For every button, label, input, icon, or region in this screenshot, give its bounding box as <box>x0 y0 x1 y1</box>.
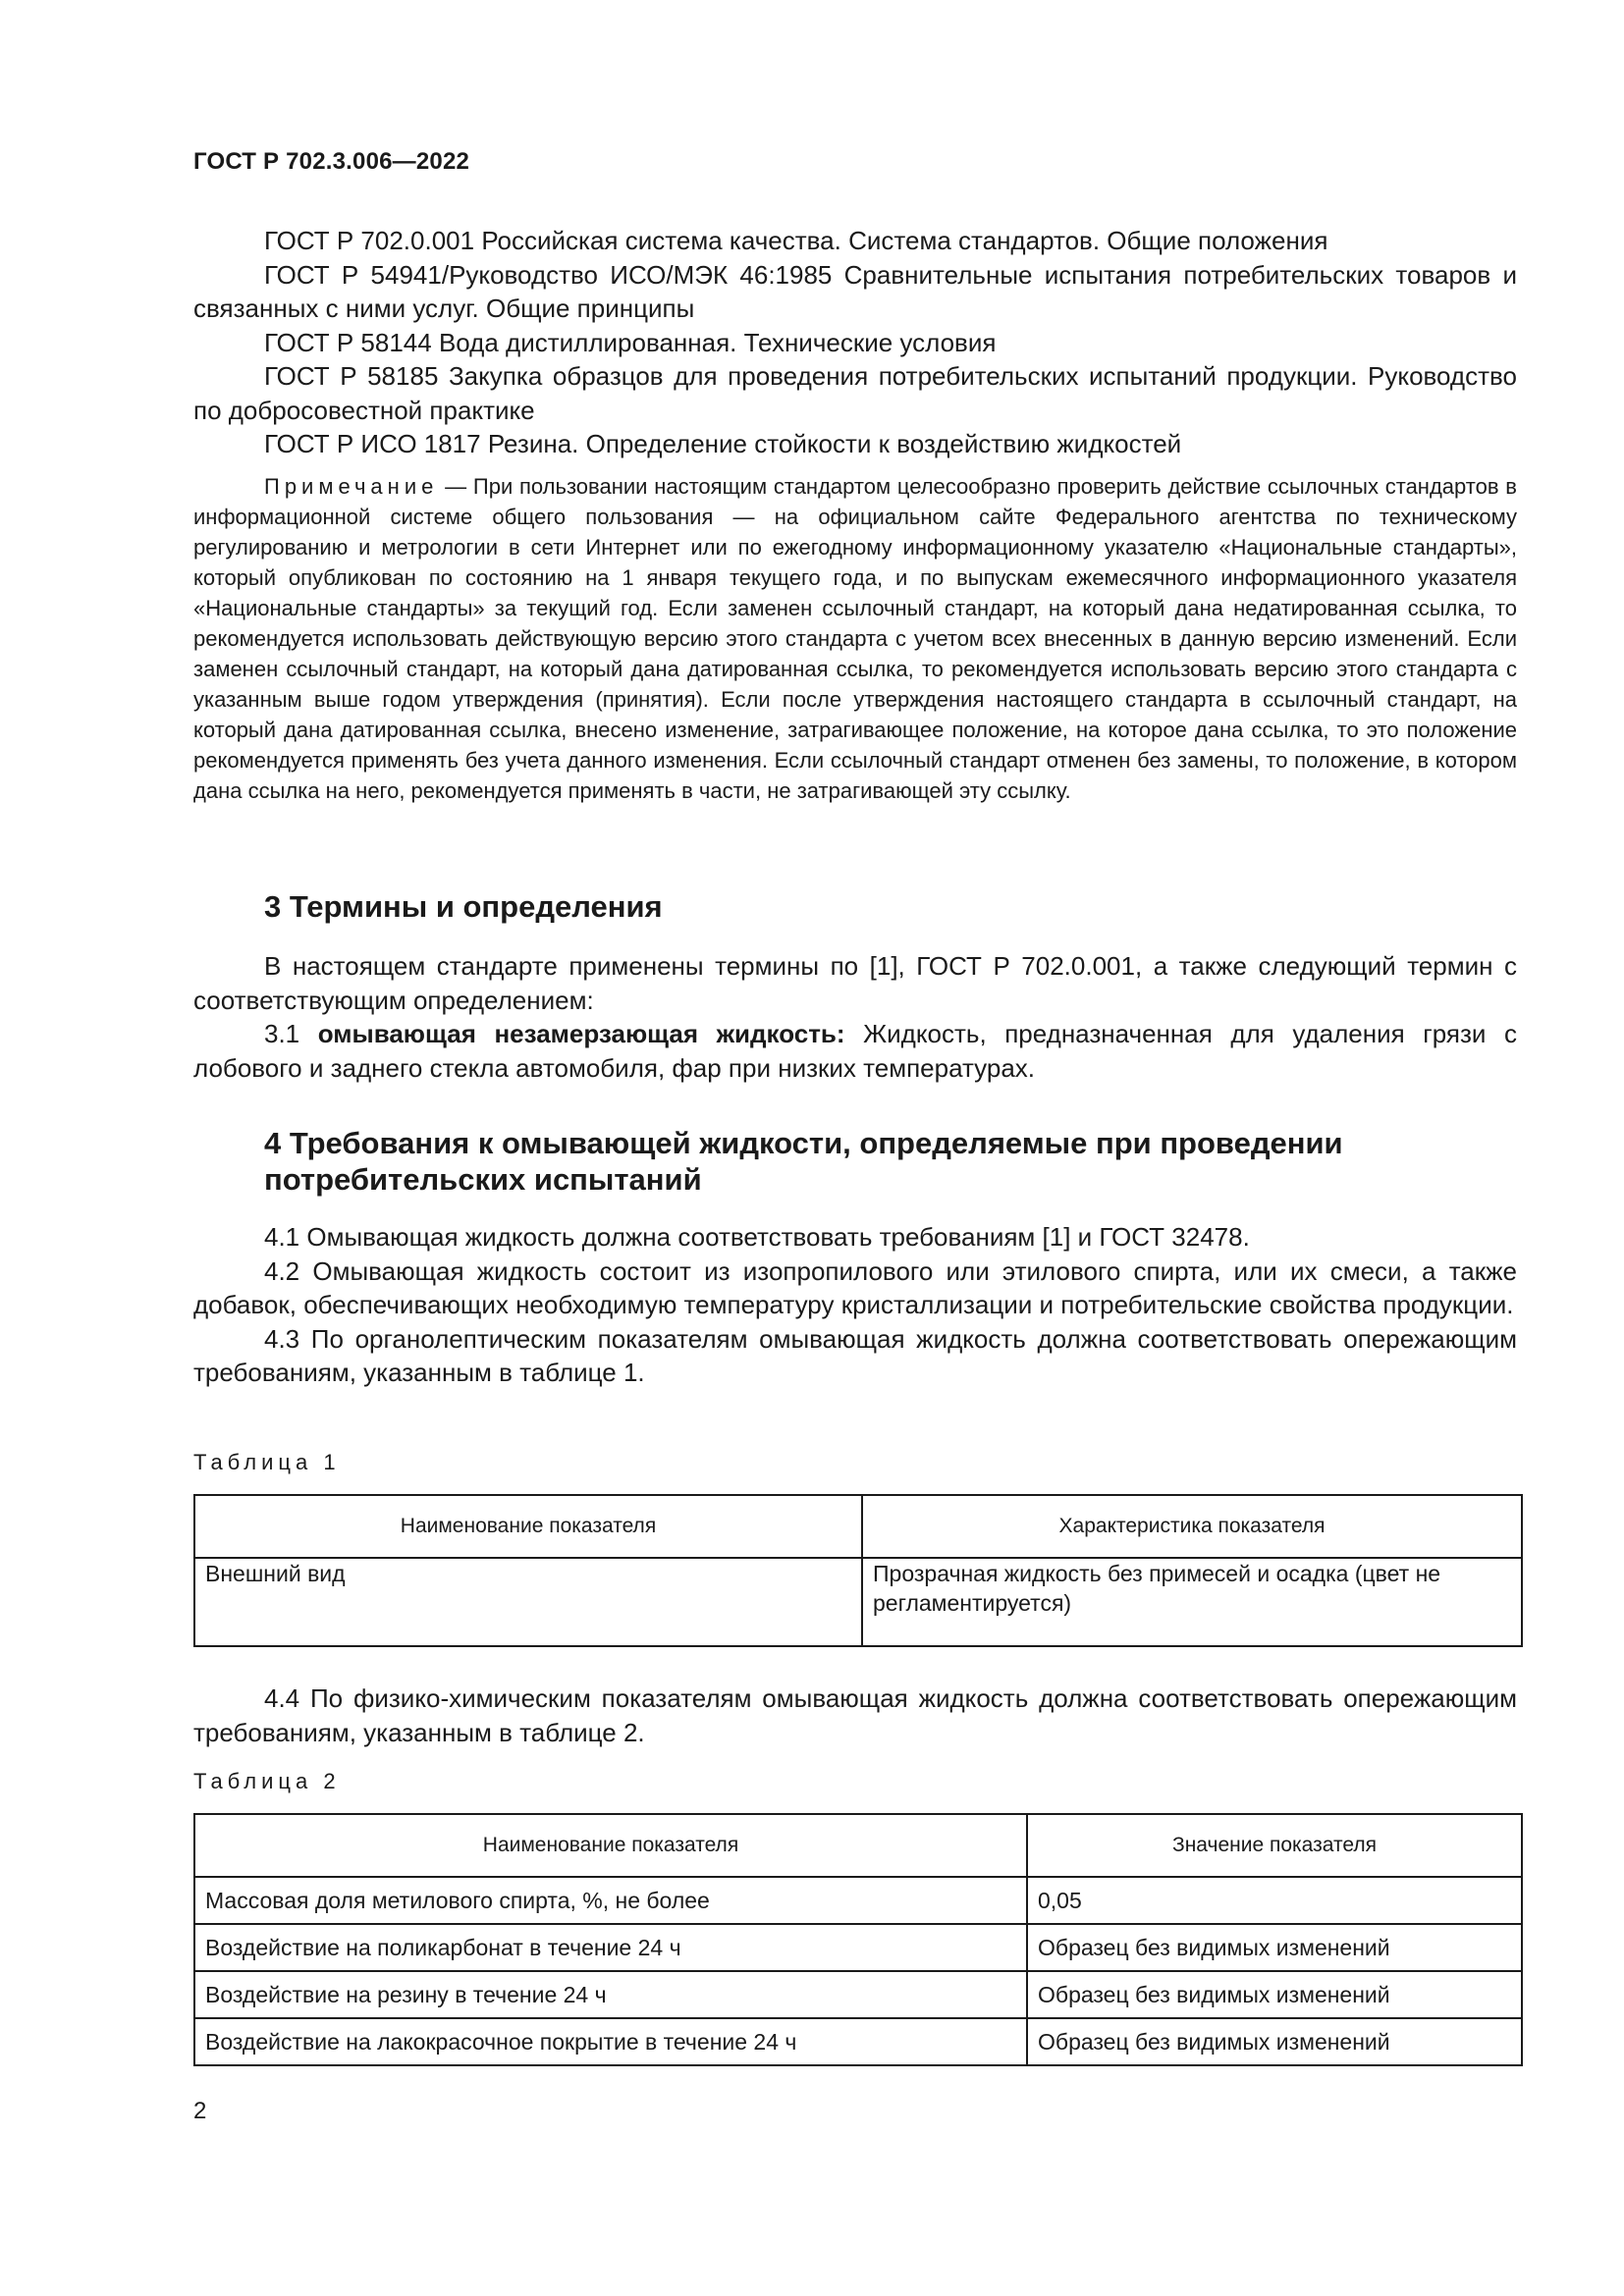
clause-4-3: 4.3 По органолептическим показателям омывающая жидкость должна соответствовать опережающим требованиям, указанным в таблице 1. <box>193 1323 1517 1387</box>
table-1-caption: Таблица 1 <box>193 1450 341 1474</box>
table-2-caption: Таблица 2 <box>193 1769 341 1793</box>
reference-item: ГОСТ Р 58185 Закупка образцов для проведения потребительских испытаний продукции. Руководство по добросовестной практике <box>193 361 1517 425</box>
table-cell: Образец без видимых изменений <box>1027 1924 1522 1971</box>
section-3-heading: 3 Термины и определения <box>264 889 663 924</box>
section-3-body <box>193 949 1517 1085</box>
note-label: Примечание <box>264 474 439 499</box>
section-3-intro: В настоящем стандарте применены термины по [1], ГОСТ Р 702.0.001, а также следующий термин с соответствующим определением: <box>193 951 1517 1015</box>
reference-item: ГОСТ Р 54941/Руководство ИСО/МЭК 46:1985 Сравнительные испытания потребительских товаров и связанных с ними услуг. Общие принципы <box>193 259 1517 323</box>
table-cell: Образец без видимых изменений <box>1027 2018 1522 2065</box>
table-cell: Прозрачная жидкость без примесей и осадка (цвет не регламентируется) <box>862 1558 1522 1646</box>
references-note <box>193 471 1517 806</box>
term-number: 3.1 <box>264 1019 300 1048</box>
term-name: омывающая незамерзающая жидкость: <box>317 1019 845 1048</box>
table-cell: Массовая доля метилового спирта, %, не более <box>194 1877 1027 1924</box>
table-header-cell: Наименование показателя <box>194 1814 1027 1877</box>
table-cell: Внешний вид <box>194 1558 862 1646</box>
table-cell: Образец без видимых изменений <box>1027 1971 1522 2018</box>
clause-4-1: 4.1 Омывающая жидкость должна соответствовать требованиям [1] и ГОСТ 32478. <box>264 1222 1250 1252</box>
table-1 <box>193 1494 1523 1647</box>
reference-item: ГОСТ Р 58144 Вода дистиллированная. Технические условия <box>264 327 997 357</box>
table-row <box>194 1971 1522 2018</box>
note-text: — При пользовании настоящим стандартом целесообразно проверить действие ссылочных стандартов в информационной системе общего пользования — на официальном сайте Федерального агентства по техническому регулированию и метрологии в сети Интернет или по ежегодному информационному указателю «Национальные стандарты», который опубликован по состоянию на 1 января текущего года, и по выпускам ежемесячного информационного указателя «Национальные стандарты» за текущий год. Если заменен ссылочный стандарт, на который дана недатированная ссылка, то рекомендуется использовать действующую версию этого стандарта с учетом всех внесенных в данную версию изменений. Если заменен ссылочный стандарт, на который дана датированная ссылка, то рекомендуется использовать версию этого стандарта с указанным выше годом утверждения (принятия). Если после утверждения настоящего стандарта в ссылочный стандарт, на который дана датированная ссылка, внесено изменение, затрагивающее положение, на которое дана ссылка, то это положение рекомендуется применять без учета данного изменения. Если ссылочный стандарт отменен без замены, то положение, в котором дана ссылка на него, рекомендуется применять в части, не затрагивающей эту ссылку. <box>193 474 1517 803</box>
table-cell: Воздействие на поликарбонат в течение 24 ч <box>194 1924 1027 1971</box>
table-row <box>194 1558 1522 1646</box>
reference-item: ГОСТ Р ИСО 1817 Резина. Определение стойкости к воздействию жидкостей <box>264 429 1182 458</box>
table-cell: Воздействие на резину в течение 24 ч <box>194 1971 1027 2018</box>
reference-item: ГОСТ Р 702.0.001 Российская система качества. Система стандартов. Общие положения <box>264 226 1328 255</box>
table-cell: 0,05 <box>1027 1877 1522 1924</box>
term-definition <box>193 1017 1517 1085</box>
table-header-cell: Наименование показателя <box>194 1495 862 1558</box>
table-row <box>194 1924 1522 1971</box>
term-definition-text: Жидкость, предназначенная для удаления грязи с лобового и заднего стекла автомобиля, фар при низких температурах. <box>193 1019 1518 1083</box>
section-4-heading: 4 Требования к омывающей жидкости, определяемые при проведении потребительских испытаний <box>264 1126 1343 1197</box>
table-header-cell: Значение показателя <box>1027 1814 1522 1877</box>
table-2 <box>193 1813 1523 2066</box>
normative-references-list <box>193 224 1517 461</box>
table-cell: Воздействие на лакокрасочное покрытие в течение 24 ч <box>194 2018 1027 2065</box>
table-row <box>194 1877 1522 1924</box>
section-4-body <box>193 1220 1517 1390</box>
document-code-header: ГОСТ Р 702.3.006—2022 <box>193 148 470 175</box>
table-row <box>194 2018 1522 2065</box>
table-header-cell: Характеристика показателя <box>862 1495 1522 1558</box>
page-number: 2 <box>193 2098 207 2124</box>
clause-4-2: 4.2 Омывающая жидкость состоит из изопропилового или этилового спирта, или их смеси, а также добавок, обеспечивающих необходимую температуру кристаллизации и потребительские свойства продукции. <box>193 1255 1517 1319</box>
section-4-body-continued <box>193 1682 1517 1749</box>
clause-4-4: 4.4 По физико-химическим показателям омывающая жидкость должна соответствовать опережающим требованиям, указанным в таблице 2. <box>193 1683 1517 1747</box>
